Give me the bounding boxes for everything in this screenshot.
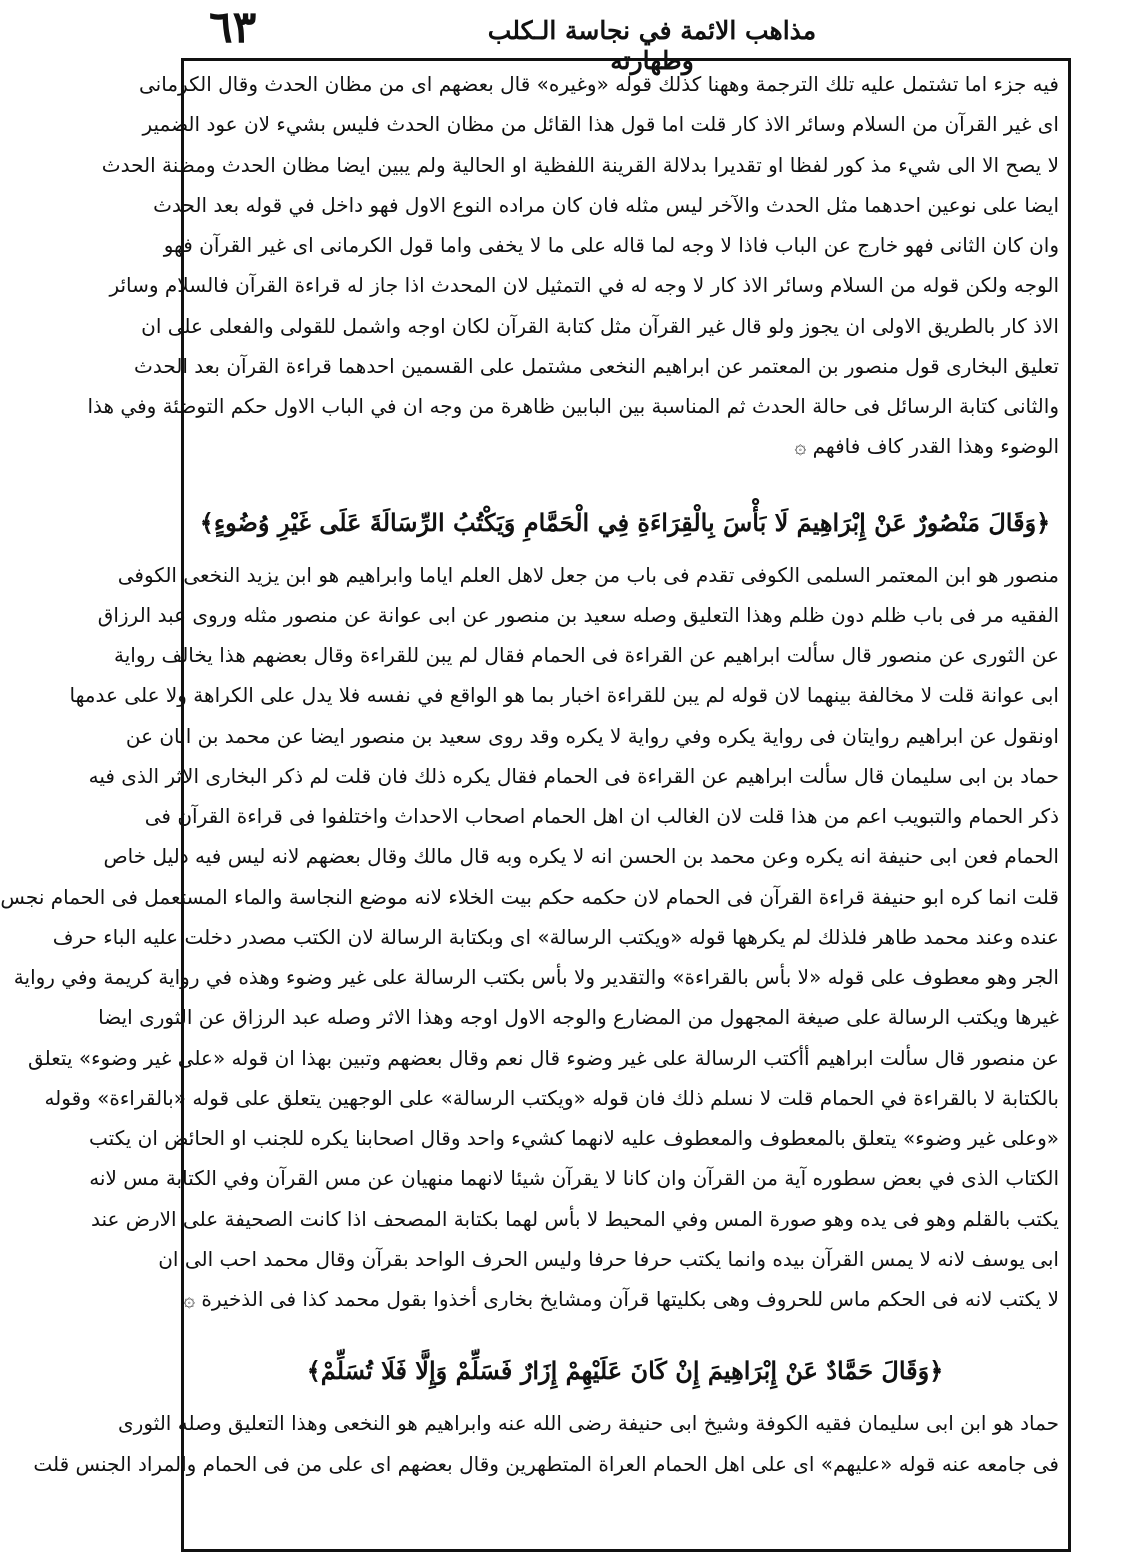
text-line: الفقيه مر فى باب ظلم دون ظلم وهذا التعليق وصله سعيد بن منصور عن ابى عوانة عن منصور مثله وروى عبد الرزاق [97,602,1059,627]
text-line: لا يصح الا الى شيء مذ كور لفظا او تقديرا بدلالة القرينة اللفظية او الحالية ولم يبين ايضا مظان الحدث ومظنة الحدث [101,152,1059,177]
text-line: عنده وعند محمد طاهر فلذلك لم يكرهها قوله «ويكتب الرسالة» اى وبكتابة الرسالة لان الكتب مصدر دخلت عليه الباء حرف [52,924,1059,949]
running-title: مذاهب الائمة في نجاسة الـكلب وطهارته [487,16,817,75]
text-line: ايضا على نوعين احدهما مثل الحدث والآخر ليس مثله فان كان مراده النوع الاول فهو داخل في قوله بعد الحدث [153,192,1059,217]
text-line: ابى عوانة قلت لا مخالفة بينهما لان قوله لم يبن للقراءة اخبار بما هو الواقع في نفسه فلا يدل على الكراهة ولا على عدمها [69,683,1059,708]
text-line: فى جامعه عنه قوله «عليهم» اى على اهل الحمام العراة المتطهرين وقال بعضهم اى على من فى الحمام والمراد الجنس قلت [33,1451,1059,1476]
paragraph-2 [0,555,1059,1320]
paragraph-3 [33,1403,1059,1484]
page-number: ٦٣ [209,2,257,53]
text-line: لا يكتب لانه فى الحكم ماس للحروف وهى بكليتها قرآن ومشايخ بخارى أخذوا بقول محمد كذا فى الذخيرة ۞ [183,1287,1059,1311]
text-line: ذكر الحمام والتبويب اعم من هذا قلت لان الغالب ان اهل الحمام اصحاب الاحداث واختلفوا فى قراءة القرآن فى [144,804,1059,828]
text-line: اى غير القرآن من السلام وسائر الاذ كار قلت اما قول هذا القائل من مظان الحدث فليس بشيء لان عود الضمير [142,112,1059,137]
text-line: قلت انما كره ابو حنيفة قراءة القرآن فى الحمام لان حكمه حكم بيت الخلاء لانه موضع النجاسة والماء المستعمل فى الحمام نجس [0,884,1059,909]
text-line: الجر وهو معطوف على قوله «لا بأس بالقراءة» والتقدير ولا بأس بكتب الرسالة على غير وضوء وهذه في رواية كريمة وفي رواية [13,965,1059,989]
section-heading: ﴿وَقَالَ حَمَّادٌ عَنْ إِبْرَاهِيمَ إِنْ كَانَ عَلَيْهِمْ إِزَارٌ فَسَلِّمْ وَإِلَّا فَلَا تُسَلِّمْ﴾ [306,1356,944,1386]
text-line: ابى يوسف لانه لا يمس القرآن بيده وانما يكتب حرفا حرفا وليس الحرف الواحد بقرآن وقال محمد احب الى ان [158,1246,1059,1271]
text-line: تعليق البخارى قول منصور بن المعتمر عن ابراهيم النخعى مشتمل على القسمين احدهما قراءة القرآن بعد الحدث [134,353,1059,378]
text-line: الوضوء وهذا القدر كاف فافهم ۞ [794,434,1059,459]
text-line: عن الثورى عن منصور قال سألت ابراهيم عن القراءة فى الحمام فقال لم يبن للقراءة وقال بعضهم هذا يخالف رواية [113,643,1059,667]
text-line: الحمام فعن ابى حنيفة انه يكره وعن محمد بن الحسن انه لا يكره وبه قال مالك وقال بعضهم لانه ليس فيه دليل خاص [103,844,1059,869]
text-line: بالكتابة لا بالقراءة في الحمام قلت لا نسلم ذلك فان قوله «ويكتب الرسالة» على الوجهين يتعلق على قوله «بالقراءة» وقوله [44,1085,1059,1110]
text-line: حماد بن ابى سليمان قال سألت ابراهيم عن القراءة فى الحمام فقال يكره ذلك فان قلت لم ذكر البخارى الاثر الذى فيه [88,763,1059,788]
text-line: الوجه ولكن قوله من السلام وسائر الاذ كار لا وجه له في التمثيل لان المحدث اذا جاز له قراءة القرآن فالسلام وسائر [109,273,1059,298]
text-line: يكتب بالقلم وهو فى يده وهو صورة المس وفي المحيط لا بأس لهما بكتابة المصحف اذا كانت الصحيفة على الارض عند [90,1206,1059,1231]
text-line: «وعلى غير وضوء» يتعلق بالمعطوف والمعطوف عليه لانهما كشيء واحد وقال اصحابنا يكره للجنب او الحائض ان يكتب [89,1126,1059,1150]
text-line: اونقول عن ابراهيم روايتان فى رواية يكره وفي رواية لا يكره وقد روى سعيد بن منصور ايضا عن محمد بن ابان عن [125,723,1059,748]
text-line: الكتاب الذى في بعض سطوره آية من القرآن وان كانا لا يقرآن شيئا لانهما منهيان عن مس القرآن وفي الكتابة مس لانه [89,1166,1059,1191]
text-line: منصور هو ابن المعتمر السلمى الكوفى تقدم فى باب من جعل لاهل العلم اياما وابراهيم هو ابن يزيد النخعى الكوفى [117,562,1059,587]
text-line: عن منصور قال سألت ابراهيم أأكتب الرسالة على غير وضوء قال نعم وقال بعضهم وتبين بهذا ان قوله «على غير وضوء» يتعلق [27,1045,1059,1070]
text-line: غيرها ويكتب الرسالة على صيغة المجهول من المضارع والوجه الاول اوجه وهذا الاثر وصله عبد الرزاق عن الثورى ايضا [98,1005,1059,1030]
text-line: الاذ كار بالطريق الاولى ان يجوز ولو قال غير القرآن مثل كتابة القرآن لكان اوجه واشمل للقولى والفعلى على ان [141,313,1059,338]
paragraph-1 [87,64,1059,467]
section-heading: ﴿وَقَالَ مَنْصُورٌ عَنْ إِبْرَاهِيمَ لَا بَأْسَ بِالْقِرَاءَةِ فِي الْحَمَّامِ وَيَكْتُبُ الرِّسَالَةَ عَلَى غَيْرِ وُضُوءٍ﴾ [199,507,1051,537]
text-body [0,64,1059,1546]
text-line: وان كان الثانى فهو خارج عن الباب فاذا لا وجه لما قاله على ما لا يخفى واما قول الكرمانى اى غير القرآن فهو [163,233,1059,257]
text-line: حماد هو ابن ابى سليمان فقيه الكوفة وشيخ ابى حنيفة رضى الله عنه وابراهيم هو النخعى وهذا التعليق وصله الثورى [118,1411,1059,1436]
text-line: فيه جزء اما تشتمل عليه تلك الترجمة وههنا كذلك قوله «وغيره» قال بعضهم اى من مظان الحدث وقال الكرمانى [139,72,1059,96]
text-line: والثانى كتابة الرسائل فى حالة الحدث ثم المناسبة بين البابين ظاهرة من وجه ان في الباب الاول حكم التوضئة وفي هذا [87,394,1059,418]
